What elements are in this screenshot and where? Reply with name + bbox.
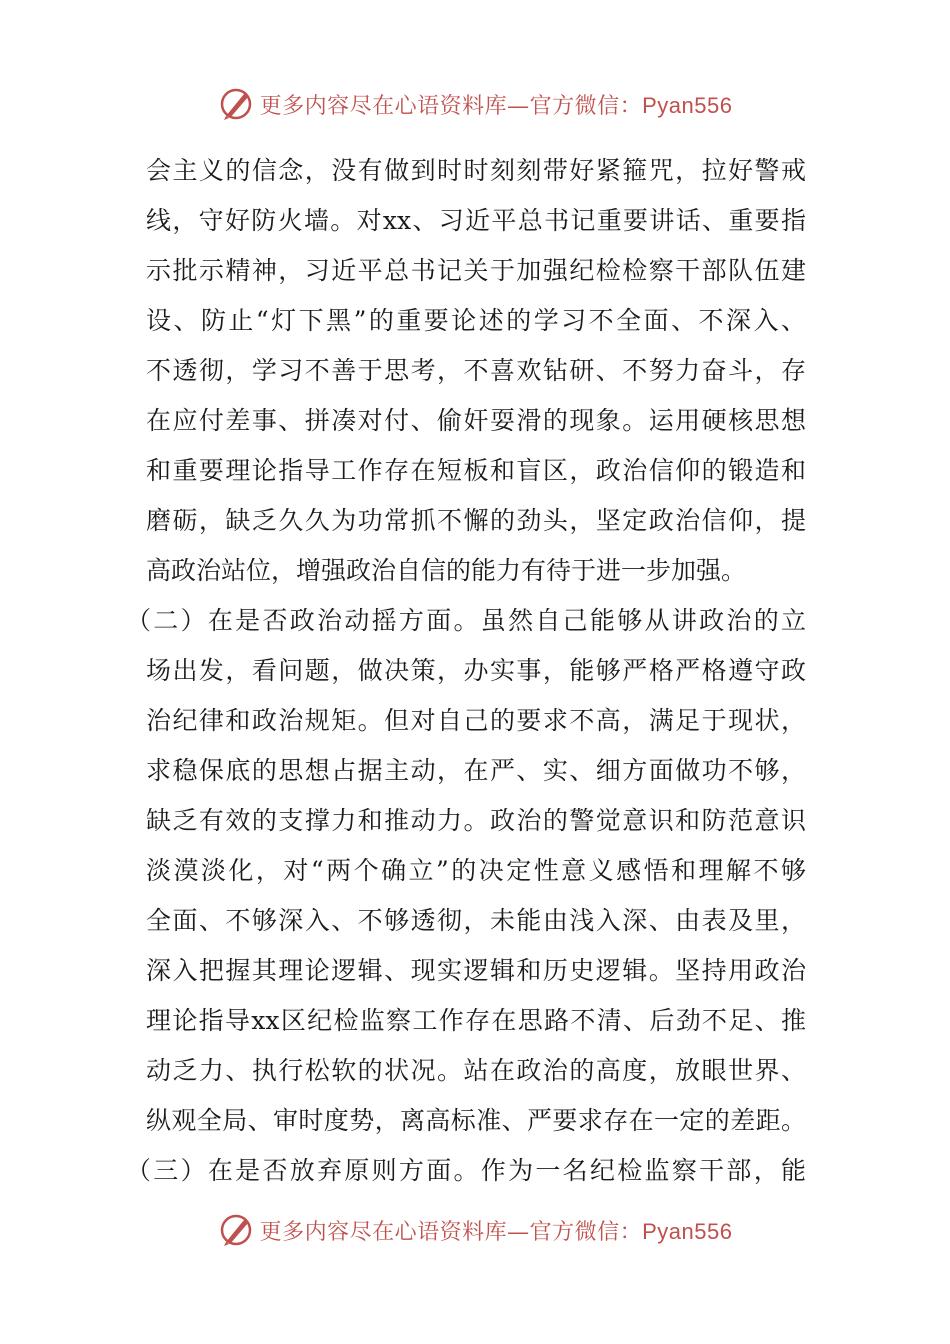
text-line: 场出发，看问题，做决策，办实事，能够严格严格遵守政 — [146, 656, 806, 685]
text-line: 在应付差事、拼凑对付、偷奸耍滑的现象。运用硬核思想 — [146, 406, 806, 435]
pen-logo-icon — [218, 86, 254, 122]
header-handle: Pyan556 — [642, 92, 733, 118]
text-line: 动乏力、执行松软的状况。站在政治的高度，放眼世界、 — [146, 1056, 806, 1085]
text-line: 高政治站位，增强政治自信的能力有待于进一步加强。 — [146, 556, 747, 585]
text-line: 会主义的信念，没有做到时时刻刻带好紧箍咒，拉好警戒 — [146, 156, 806, 185]
text-line: 深入把握其理论逻辑、现实逻辑和历史逻辑。坚持用政治 — [146, 956, 806, 985]
pen-logo-icon — [218, 1212, 254, 1248]
text-line: 设、防止“灯下黑”的重要论述的学习不全面、不深入、 — [146, 306, 806, 335]
text-line: 纵观全局、审时度势，离高标准、严要求存在一定的差距。 — [146, 1106, 806, 1135]
text-line: 示批示精神，习近平总书记关于加强纪检检察干部队伍建 — [146, 256, 806, 285]
footer-handle: Pyan556 — [642, 1218, 733, 1244]
header-banner — [0, 82, 950, 126]
document-body — [126, 146, 806, 1196]
text-line: 求稳保底的思想占据主动，在严、实、细方面做功不够， — [146, 756, 806, 785]
section-heading-line: （三）在是否放弃原则方面。作为一名纪检监察干部，能 — [126, 1156, 806, 1185]
text-line: 磨砺，缺乏久久为功常抓不懈的劲头，坚定政治信仰，提 — [146, 506, 806, 535]
text-line: 淡漠淡化，对“两个确立”的决定性意义感悟和理解不够 — [146, 856, 806, 885]
text-line: 缺乏有效的支撑力和推动力。政治的警觉意识和防范意识 — [146, 806, 806, 835]
text-line: 不透彻，学习不善于思考，不喜欢钻研、不努力奋斗，存 — [146, 356, 806, 385]
text-line: 治纪律和政治规矩。但对自己的要求不高，满足于现状， — [146, 706, 806, 735]
footer-banner — [0, 1208, 950, 1252]
footer-text: 更多内容尽在心语资料库—官方微信：Pyan556 — [259, 1218, 733, 1245]
text-line: 全面、不够深入、不够透彻，未能由浅入深、由表及里， — [146, 906, 806, 935]
header-text: 更多内容尽在心语资料库—官方微信：Pyan556 — [259, 92, 733, 119]
text-line: 理论指导xx区纪检监察工作存在思路不清、后劲不足、推 — [146, 1006, 806, 1035]
text-line: 和重要理论指导工作存在短板和盲区，政治信仰的锻造和 — [146, 456, 806, 485]
section-heading-line: （二）在是否政治动摇方面。虽然自己能够从讲政治的立 — [126, 606, 806, 635]
text-line: 线，守好防火墙。对xx、习近平总书记重要讲话、重要指 — [146, 206, 806, 235]
